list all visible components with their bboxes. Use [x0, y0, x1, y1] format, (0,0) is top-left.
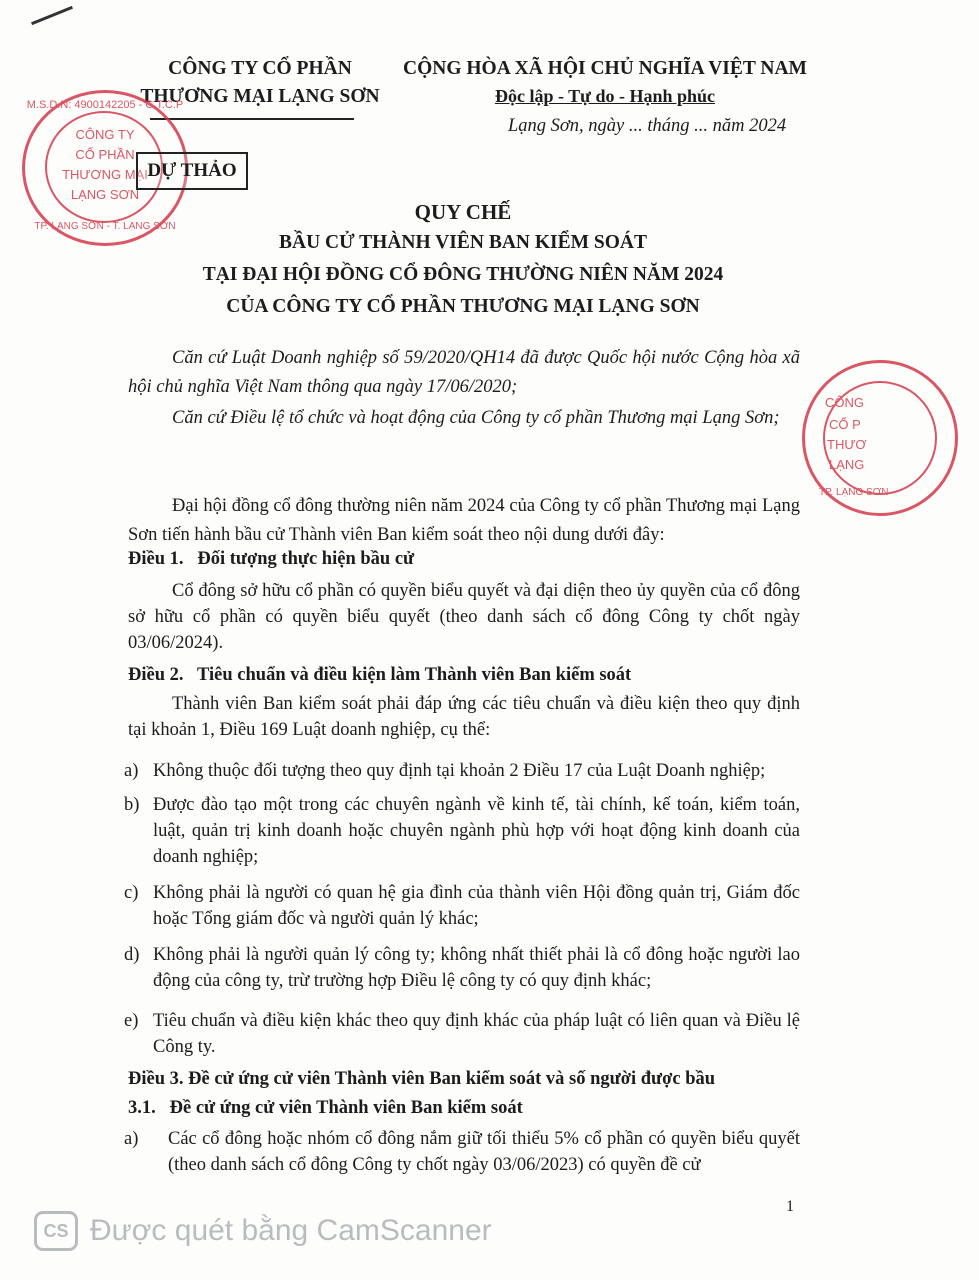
article1-heading: Điều 1. Đối tượng thực hiện bầu cử — [128, 549, 415, 569]
article2-body: Thành viên Ban kiểm soát phải đáp ứng các tiêu chuẩn và điều kiện theo quy định tại khoản 1, Điều 169 Luật doanh nghiệp, cụ thể: — [128, 694, 800, 740]
pen-mark — [31, 6, 73, 25]
list-item-label: d) — [124, 945, 140, 965]
list-item-text: Không phải là người có quan hệ gia đình của thành viên Hội đồng quản trị, Giám đốc hoặc Tổng giám đốc và người quản lý khác; — [153, 883, 800, 929]
list-item-text: Được đào tạo một trong các chuyên ngành về kinh tế, tài chính, kế toán, kiểm toán, luật, quản trị kinh doanh hoặc chuyên ngành phù hợp với hoạt động kinh doanh của doanh nghiệp; — [153, 795, 800, 867]
article3-heading: Điều 3. Đề cử ứng cử viên Thành viên Ban kiểm soát và số người được bầu — [128, 1069, 716, 1089]
company-underline — [150, 118, 354, 120]
list-item — [124, 1126, 800, 1178]
list-item — [124, 792, 800, 870]
list-item-text: Tiêu chuẩn và điều kiện khác theo quy định khác của pháp luật có liên quan và Điều lệ Công ty. — [153, 1011, 800, 1057]
article1-body: Cổ đông sở hữu cổ phần có quyền biểu quyết và đại diện theo ủy quyền của cổ đông sở hữu cổ phần có quyền biểu quyết (theo danh sách cổ đông Công ty chốt ngày 03/06/2024). — [128, 581, 800, 653]
list-item-text: Các cổ đông hoặc nhóm cổ đông nắm giữ tối thiểu 5% cổ phần có quyền biểu quyết (theo danh sách cổ đông Công ty chốt ngày 03/06/2023) có quyền đề cử — [168, 1129, 800, 1175]
list-item-label: b) — [124, 795, 140, 815]
list-item-label: c) — [124, 883, 139, 903]
seal-right-bottom: TP. LẠNG SƠN — [819, 487, 889, 498]
date-line: Lạng Sơn, ngày ... tháng ... năm 2024 — [508, 116, 787, 136]
list-item-label: a) — [124, 761, 139, 781]
list-item-label: a) — [124, 1129, 139, 1149]
title-line1: QUY CHẾ — [414, 200, 512, 224]
list-item — [124, 880, 800, 932]
page-number: 1 — [786, 1198, 794, 1215]
seal-right-line1: CÔNG — [825, 395, 864, 410]
article2-heading: Điều 2. Tiêu chuẩn và điều kiện làm Thành viên Ban kiểm soát — [128, 665, 632, 685]
seal-line4: LẠNG SƠN — [70, 187, 140, 202]
scanner-watermark — [34, 1206, 492, 1256]
company-seal-right — [802, 360, 958, 516]
nation-title: CỘNG HÒA XÃ HỘI CHỦ NGHĨA VIỆT NAM — [403, 58, 807, 79]
list-item — [124, 942, 800, 994]
title-line4: CỦA CÔNG TY CỔ PHẦN THƯƠNG MẠI LẠNG SƠN — [226, 296, 700, 317]
list-item-text: Không phải là người quản lý công ty; không nhất thiết phải là cổ đông hoặc người lao động của công ty, trừ trường hợp Điều lệ công ty có quy định khác; — [153, 945, 800, 991]
company-name-line2: THƯƠNG MẠI LẠNG SƠN — [140, 86, 380, 107]
title-line3: TẠI ĐẠI HỘI ĐỒNG CỔ ĐÔNG THƯỜNG NIÊN NĂM 2024 — [202, 264, 724, 285]
list-item-label: e) — [124, 1011, 139, 1031]
draft-label: DỰ THẢO — [136, 152, 248, 190]
watermark-text: Được quét bằng CamScanner — [90, 1214, 492, 1247]
list-item-text: Không thuộc đối tượng theo quy định tại khoản 2 Điều 17 của Luật Doanh nghiệp; — [153, 761, 766, 781]
basis-paragraph-2: Căn cứ Điều lệ tổ chức và hoạt động của Công ty cổ phần Thương mại Lạng Sơn; — [172, 408, 780, 428]
list-item — [124, 758, 800, 784]
company-name-line1: CÔNG TY CỔ PHẦN — [168, 58, 352, 79]
article3-subheading: 3.1. Đề cử ứng cử viên Thành viên Ban kiểm soát — [128, 1098, 523, 1118]
seal-line2: CỔ PHẦN — [75, 147, 135, 162]
seal-line1: CÔNG TY — [75, 127, 135, 142]
seal-ring-text: M.S.D.N: 4900142205 - C.T.C.P — [26, 99, 184, 111]
intro-paragraph: Đại hội đồng cổ đông thường niên năm 2024 của Công ty cổ phần Thương mại Lạng Sơn tiến hành bầu cử Thành viên Ban kiểm soát theo nội dung dưới đây: — [128, 496, 800, 545]
list-item — [124, 1008, 800, 1060]
seal-line3: THƯƠNG MẠI — [62, 167, 148, 182]
basis-paragraph-1: Căn cứ Luật Doanh nghiệp số 59/2020/QH14 đã được Quốc hội nước Cộng hòa xã hội chủ nghĩa Việt Nam thông qua ngày 17/06/2020; — [128, 348, 800, 397]
nation-motto: Độc lập - Tự do - Hạnh phúc — [494, 86, 716, 106]
seal-right-line4: LẠNG — [829, 457, 865, 472]
title-line2: BẦU CỬ THÀNH VIÊN BAN KIỂM SOÁT — [278, 232, 648, 253]
seal-right-line3: THƯƠ — [827, 437, 867, 452]
seal-bottom-text: TP. LẠNG SƠN - T. LẠNG SƠN — [34, 221, 176, 232]
seal-right-line2: CỔ P — [829, 417, 861, 432]
camscanner-logo-icon: CS — [34, 1211, 78, 1251]
